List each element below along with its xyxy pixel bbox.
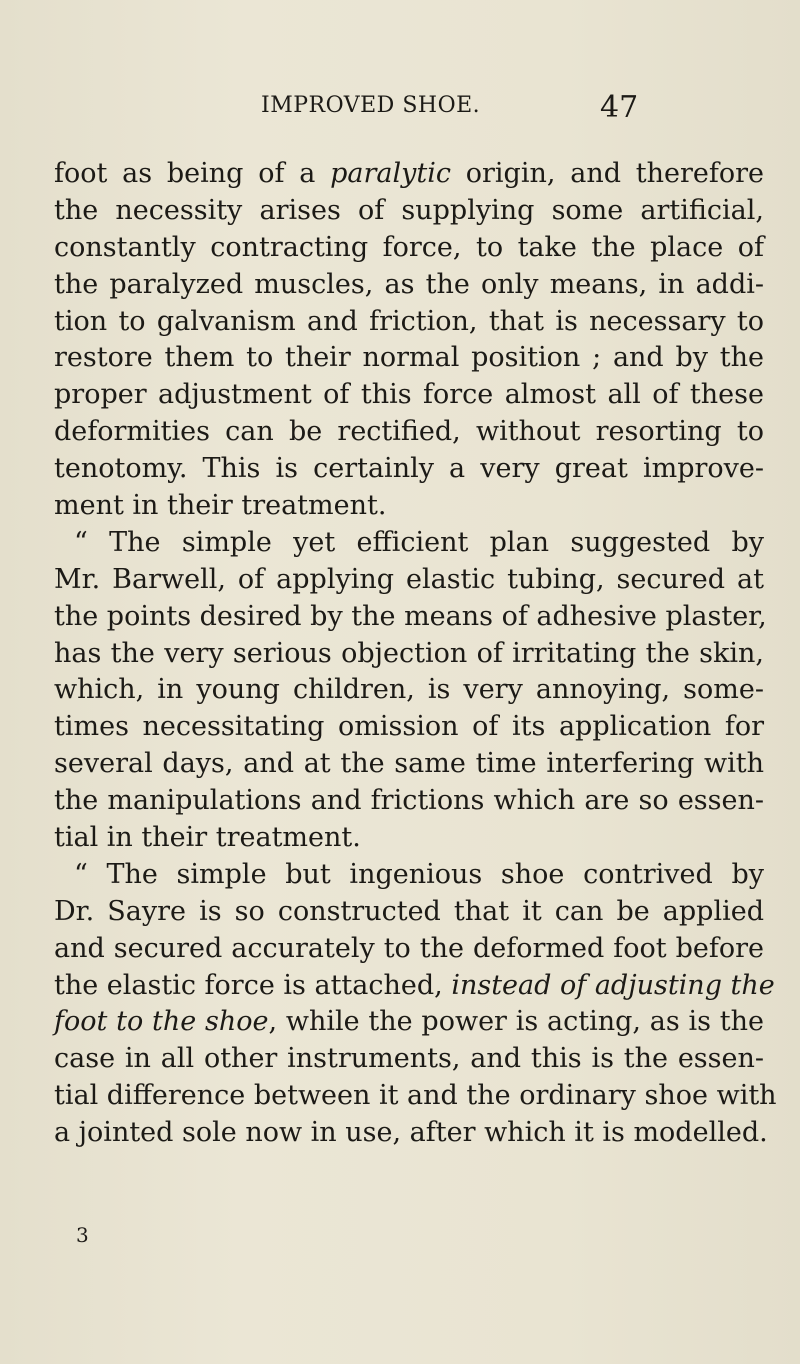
- emphasis: foot to the shoe: [54, 1006, 269, 1038]
- text-line: tial difference between it and the ordinary shoe with: [54, 1080, 777, 1112]
- text-line: the manipulations and frictions which are so essen-: [54, 785, 764, 817]
- text-line: the paralyzed muscles, as the only means, in addi-: [54, 268, 764, 300]
- text-line: Dr. Sayre is so constructed that it can be applied: [54, 895, 764, 927]
- text-line: which, in young children, is very annoying, some-: [54, 674, 764, 706]
- text-line: and secured accurately to the deformed foot before: [54, 932, 764, 964]
- text-line: “ The simple but ingenious shoe contrived by: [74, 858, 764, 890]
- text-line: tial in their treatment.: [54, 822, 361, 854]
- text-line: times necessitating omission of its application for: [54, 711, 764, 743]
- text-line: restore them to their normal position ; and by the: [54, 342, 764, 374]
- running-title: IMPROVED SHOE.: [261, 93, 481, 118]
- text-line: Mr. Barwell, of applying elastic tubing, secured at: [54, 563, 764, 595]
- text-line: the points desired by the means of adhesive plaster,: [54, 600, 767, 632]
- signature-mark: 3: [76, 1223, 89, 1247]
- text-line: ment in their treatment.: [54, 490, 387, 522]
- text-line: tenotomy. This is certainly a very great improve-: [54, 453, 764, 485]
- emphasis: instead of adjusting the: [451, 969, 775, 1001]
- text-line: the necessity arises of supplying some artificial,: [54, 194, 764, 226]
- text-line: proper adjustment of this force almost all of these: [54, 379, 764, 411]
- body-text: [54, 156, 777, 1152]
- text-line: a jointed sole now in use, after which it is modelled.: [54, 1117, 768, 1149]
- text-line: deformities can be rectified, without resorting to: [54, 416, 764, 448]
- emphasis: paralytic: [330, 158, 451, 189]
- text-line: tion to galvanism and friction, that is necessary to: [54, 305, 764, 337]
- text-line: the elastic force is attached, instead of adjusting the: [54, 969, 775, 1001]
- text-line: has the very serious objection of irritating the skin,: [54, 637, 764, 669]
- text-line: foot to the shoe, while the power is acting, as is the: [54, 1006, 764, 1038]
- text-line: constantly contracting force, to take the place of: [54, 231, 764, 263]
- text-line: case in all other instruments, and this is the essen-: [54, 1043, 764, 1075]
- text-line: foot as being of a paralytic origin, and therefore: [54, 158, 764, 189]
- running-head: [0, 92, 800, 132]
- text-line: “ The simple yet efficient plan suggested by: [74, 526, 764, 558]
- text-line: several days, and at the same time interfering with: [54, 748, 764, 780]
- page-number: 47: [600, 90, 639, 125]
